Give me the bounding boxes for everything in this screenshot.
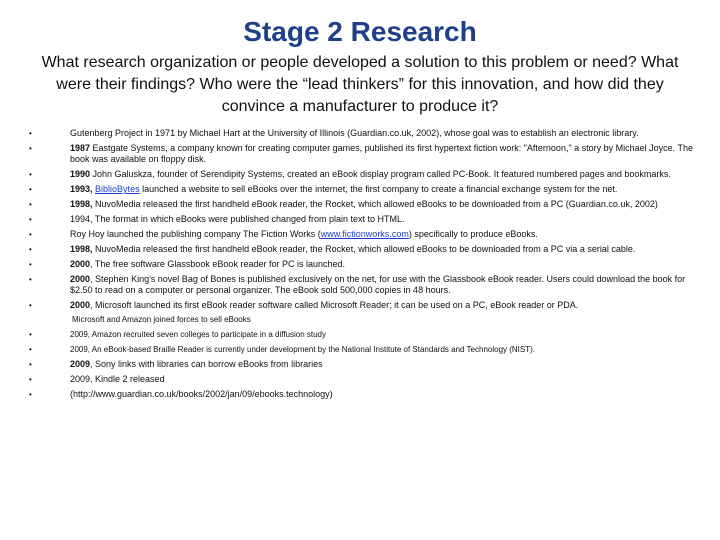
bullet-item bbox=[26, 359, 694, 371]
bullet-year: 2000 bbox=[70, 299, 91, 310]
bullet-dot-icon: • bbox=[29, 330, 32, 340]
bullet-text: 2009, Kindle 2 released bbox=[70, 373, 165, 384]
bullet-item bbox=[26, 184, 694, 196]
bullet-year: 1993, bbox=[70, 184, 93, 195]
bullet-dot-icon: • bbox=[29, 374, 32, 384]
bullet-dot-icon: • bbox=[29, 259, 32, 269]
bullet-subline: Microsoft and Amazon joined forces to sell eBooks bbox=[72, 315, 251, 325]
bullet-item bbox=[26, 259, 694, 271]
bullet-year: 1987 bbox=[70, 142, 91, 153]
slide-subtitle: What research organization or people developed a solution to this problem or need? What were their findings? Who were the “lead thinkers” for this innovation, and how did they convince a manufacturer to produce it? bbox=[41, 54, 679, 115]
bullet-dot-icon: • bbox=[29, 300, 32, 310]
bullet-item bbox=[26, 128, 694, 140]
bullet-text: 2000, Stephen King's novel Bag of Bones is published exclusively on the net, for use with the Glassbook eBook reader. Users could download the book for $2.50 to read on a computer or personal organizer. The eBook sold 500,000 copies in 48 hours. bbox=[70, 273, 686, 296]
bullet-dot-icon: • bbox=[29, 345, 32, 355]
bullet-text: 2000, The free software Glassbook eBook reader for PC is launched. bbox=[70, 258, 345, 269]
bullet-text: (http://www.guardian.co.uk/books/2002/jan/09/ebooks.technology) bbox=[70, 388, 333, 399]
bullet-year: 2000 bbox=[70, 273, 91, 284]
bullet-item bbox=[26, 344, 694, 356]
bullet-dot-icon: • bbox=[29, 360, 32, 370]
bullet-year: 1998, bbox=[70, 243, 93, 254]
bullet-link[interactable]: BiblioBytes bbox=[95, 184, 140, 195]
bullet-text: 1987 Eastgate Systems, a company known for creating computer games, published its first hypertext fiction work: "Afternoon," a story by Michael Joyce. The book was available on floppy disk. bbox=[70, 142, 694, 165]
bullet-item bbox=[26, 244, 694, 256]
bullet-item bbox=[26, 274, 694, 297]
bullet-year: 2009 bbox=[70, 359, 91, 370]
bullet-year: 1998, bbox=[70, 199, 93, 210]
bullet-text: 1990 John Galuskza, founder of Serendipity Systems, created an eBook display program called PC-Book. It featured numbered pages and bookmarks. bbox=[70, 169, 671, 180]
bullet-dot-icon: • bbox=[29, 389, 32, 399]
bullet-dot-icon: • bbox=[29, 185, 32, 195]
bullet-item bbox=[26, 169, 694, 181]
bullet-dot-icon: • bbox=[29, 170, 32, 180]
bullet-text: Gutenberg Project in 1971 by Michael Hart at the University of Illinois (Guardian.co.uk, 2002), whose goal was to establish an electronic library. bbox=[70, 128, 639, 138]
bullet-year: 2000 bbox=[70, 258, 91, 269]
bullet-text: 2009, Amazon recruited seven colleges to participate in a diffusion study bbox=[70, 330, 327, 340]
bullet-item bbox=[26, 229, 694, 241]
bullet-dot-icon: • bbox=[29, 274, 32, 284]
bullet-dot-icon: • bbox=[29, 229, 32, 239]
bullet-link[interactable]: www.fictionworks.com bbox=[320, 228, 409, 239]
bullet-dot-icon: • bbox=[29, 200, 32, 210]
bullet-text: 2009, An eBook-based Braille Reader is currently under development by the National Institute of Standards and Technology (NIST). bbox=[70, 345, 536, 355]
bullet-text: 1993, BiblioBytes launched a website to sell eBooks over the internet, the first company to create a financial exchange system for the net. bbox=[70, 184, 618, 195]
slide-title: Stage 2 Research bbox=[243, 16, 477, 47]
bullet-list bbox=[26, 128, 694, 404]
bullet-text: 1998, NuvoMedia released the first handheld eBook reader, the Rocket, which allowed eBooks to be downloaded from a PC via a serial cable. bbox=[70, 243, 636, 254]
bullet-dot-icon: • bbox=[29, 244, 32, 254]
bullet-item bbox=[26, 143, 694, 166]
bullet-dot-icon: • bbox=[29, 143, 32, 153]
bullet-text: Roy Hoy launched the publishing company The Fiction Works (www.fictionworks.com) specifically to produce eBooks. bbox=[70, 228, 538, 239]
bullet-item bbox=[26, 329, 694, 341]
bullet-item bbox=[26, 199, 694, 211]
bullet-text: 1994, The format in which eBooks were published changed from plain text to HTML. bbox=[70, 213, 405, 224]
bullet-text: 1998, NuvoMedia released the first handheld eBook reader, the Rocket, which allowed eBooks to be downloaded from a PC (Guardian.co.uk, 2002) bbox=[70, 199, 658, 210]
bullet-text: 2009, Sony links with libraries can borrow eBooks from libraries bbox=[70, 359, 323, 370]
bullet-item bbox=[26, 214, 694, 226]
bullet-text: 2000, Microsoft launched its first eBook reader software called Microsoft Reader; it can be used on a PC, eBook reader or PDA. bbox=[70, 299, 579, 310]
bullet-dot-icon: • bbox=[29, 129, 32, 138]
bullet-year: 1990 bbox=[70, 169, 91, 180]
bullet-item bbox=[26, 389, 694, 401]
bullet-item bbox=[26, 374, 694, 386]
bullet-dot-icon: • bbox=[29, 214, 32, 224]
bullet-item bbox=[26, 300, 694, 326]
